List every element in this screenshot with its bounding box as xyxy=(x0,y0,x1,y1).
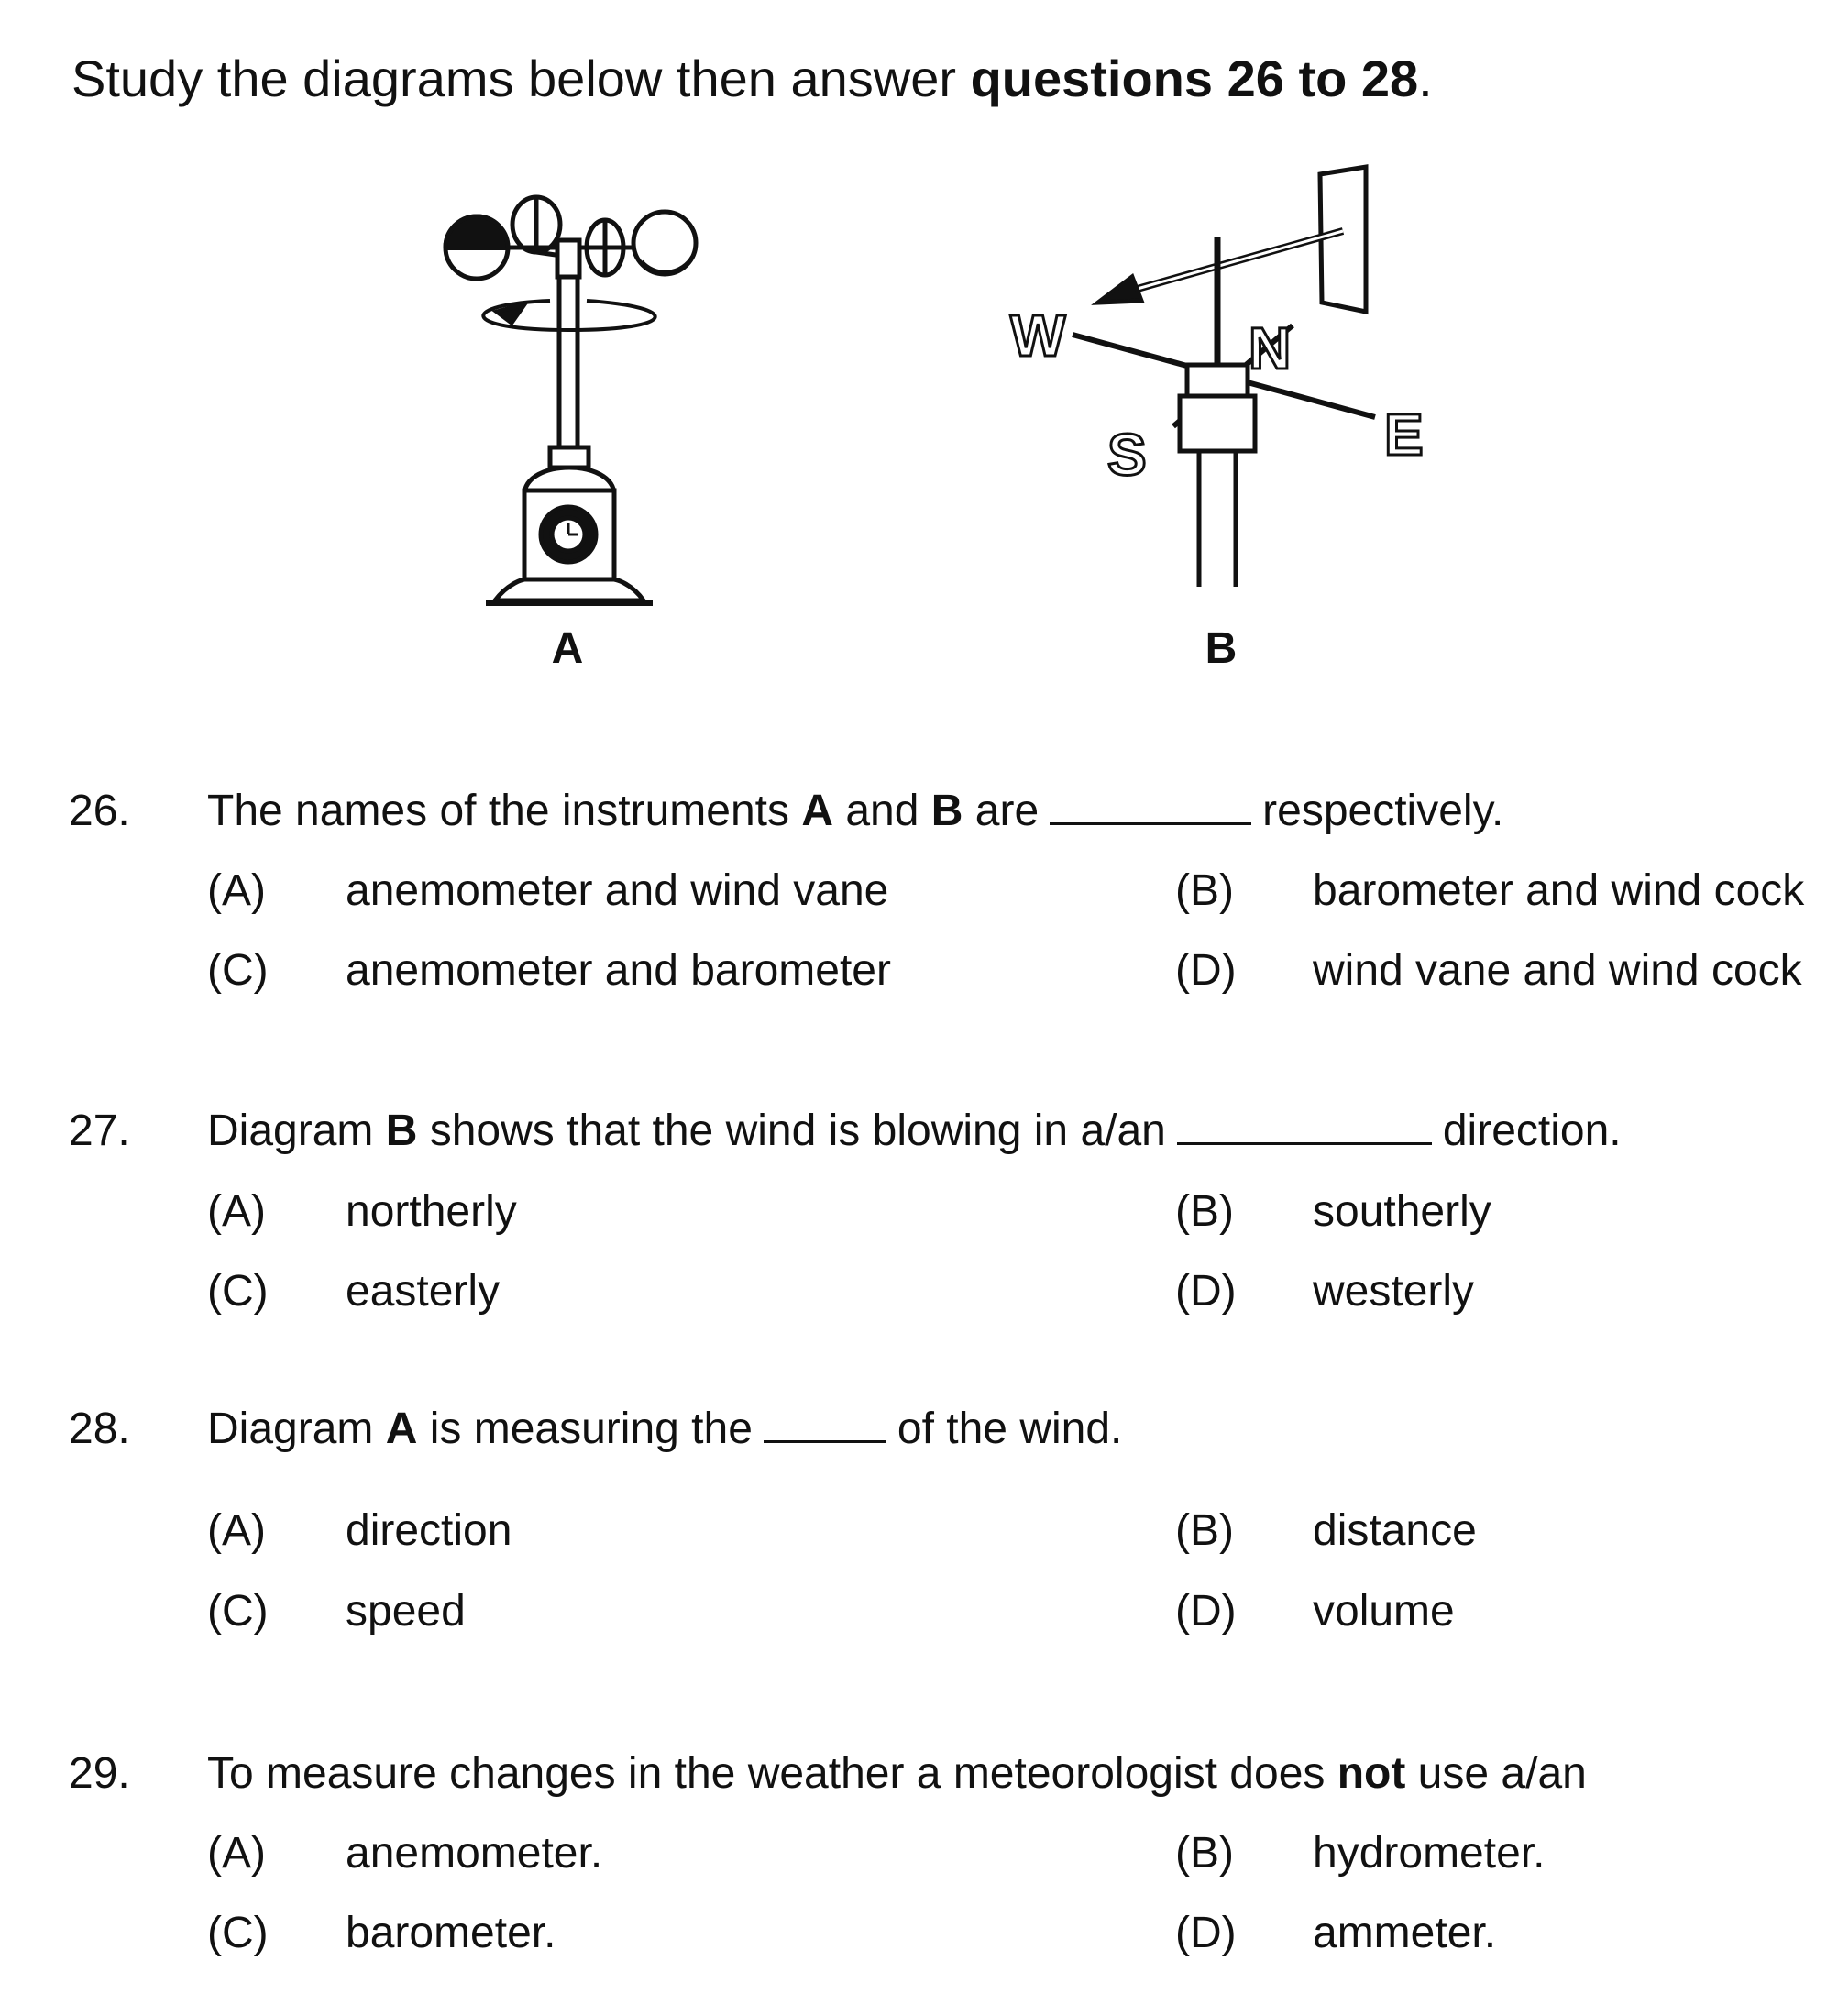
q27-option-b-text: southerly xyxy=(1313,1187,1491,1236)
diagram-a xyxy=(422,183,752,614)
question-27-number: 27. xyxy=(69,1107,130,1155)
q27-option-b-letter: (B) xyxy=(1175,1187,1234,1236)
q28-option-d-letter: (D) xyxy=(1175,1587,1237,1636)
question-28-stem-part: is measuring the xyxy=(417,1405,753,1453)
instructions-prefix: Study the diagrams below then answer xyxy=(72,50,956,107)
question-29-number: 29. xyxy=(69,1749,130,1798)
question-26-stem-part: The names of the instruments xyxy=(207,787,802,835)
question-27-stem-bold: B xyxy=(385,1107,418,1155)
question-26-number: 26. xyxy=(69,787,130,835)
question-29-stem-bold: not xyxy=(1336,1749,1406,1798)
q27-option-d-text: westerly xyxy=(1313,1267,1475,1316)
question-28-number: 28. xyxy=(69,1405,130,1453)
q26-option-d-letter: (D) xyxy=(1175,946,1237,995)
q27-option-c-text: easterly xyxy=(346,1267,500,1316)
q27-option-a-text: northerly xyxy=(346,1187,517,1236)
wind-vane-icon xyxy=(990,156,1467,587)
answer-blank xyxy=(1050,786,1251,825)
q29-option-b-text: hydrometer. xyxy=(1313,1829,1546,1878)
q28-option-a-text: direction xyxy=(346,1506,512,1555)
question-26-stem-part: and xyxy=(832,787,931,835)
q29-option-d-letter: (D) xyxy=(1175,1909,1237,1957)
q29-option-d-text: ammeter. xyxy=(1313,1909,1497,1957)
answer-blank xyxy=(1177,1106,1432,1145)
q29-option-b-letter: (B) xyxy=(1175,1829,1234,1878)
question-26-stem-bold: B xyxy=(930,787,963,835)
question-28-stem xyxy=(207,1404,1122,1454)
question-28-stem-part: of the wind. xyxy=(896,1405,1123,1453)
question-26-stem-part: respectively. xyxy=(1262,787,1504,835)
question-28-stem-bold: A xyxy=(385,1405,418,1453)
question-26-stem xyxy=(207,786,1503,836)
q26-option-d-text: wind vane and wind cock xyxy=(1313,946,1802,995)
q27-option-d-letter: (D) xyxy=(1175,1267,1237,1316)
diagram-b-label: B xyxy=(1204,624,1238,673)
instructions-question-range: questions 26 to 28 xyxy=(970,50,1419,107)
wind-vane-letter-s: S xyxy=(1107,422,1147,488)
q27-option-a-letter: (A) xyxy=(207,1187,266,1236)
diagram-a-label: A xyxy=(551,624,584,673)
q26-option-a-letter: (A) xyxy=(207,866,266,915)
q28-option-a-letter: (A) xyxy=(207,1506,266,1555)
q29-option-a-text: anemometer. xyxy=(346,1829,603,1878)
q29-option-c-letter: (C) xyxy=(207,1909,269,1957)
wind-vane-letter-n: N xyxy=(1248,315,1292,381)
q27-option-c-letter: (C) xyxy=(207,1267,269,1316)
q26-option-b-text: barometer and wind cock xyxy=(1313,866,1805,915)
q28-option-c-letter: (C) xyxy=(207,1587,269,1636)
q26-option-a-text: anemometer and wind vane xyxy=(346,866,889,915)
question-27-stem-part: shows that the wind is blowing in a/an xyxy=(417,1107,1166,1155)
q26-option-c-text: anemometer and barometer xyxy=(346,946,891,995)
q28-option-c-text: speed xyxy=(346,1587,466,1636)
instructions xyxy=(72,48,1433,110)
q26-option-c-letter: (C) xyxy=(207,946,269,995)
question-27-stem xyxy=(207,1106,1622,1156)
wind-vane-letter-w: W xyxy=(1010,303,1066,369)
question-29-stem xyxy=(207,1748,1587,1799)
anemometer-icon xyxy=(422,183,752,614)
q28-option-b-letter: (B) xyxy=(1175,1506,1234,1555)
question-28-stem-part: Diagram xyxy=(207,1405,386,1453)
q28-option-d-text: volume xyxy=(1313,1587,1455,1636)
q29-option-c-text: barometer. xyxy=(346,1909,556,1957)
instructions-suffix: . xyxy=(1418,50,1433,107)
question-29-stem-part: use a/an xyxy=(1405,1749,1587,1798)
question-27-stem-part: Diagram xyxy=(207,1107,386,1155)
diagram-b xyxy=(990,156,1467,587)
question-29-stem-part: To measure changes in the weather a meteorologist does xyxy=(207,1749,1337,1798)
answer-blank xyxy=(764,1404,886,1443)
question-27-stem-part: direction. xyxy=(1442,1107,1622,1155)
question-26-stem-part: are xyxy=(962,787,1040,835)
wind-vane-letter-e: E xyxy=(1384,402,1424,468)
question-26-stem-bold: A xyxy=(801,787,833,835)
q28-option-b-text: distance xyxy=(1313,1506,1477,1555)
q26-option-b-letter: (B) xyxy=(1175,866,1234,915)
q29-option-a-letter: (A) xyxy=(207,1829,266,1878)
